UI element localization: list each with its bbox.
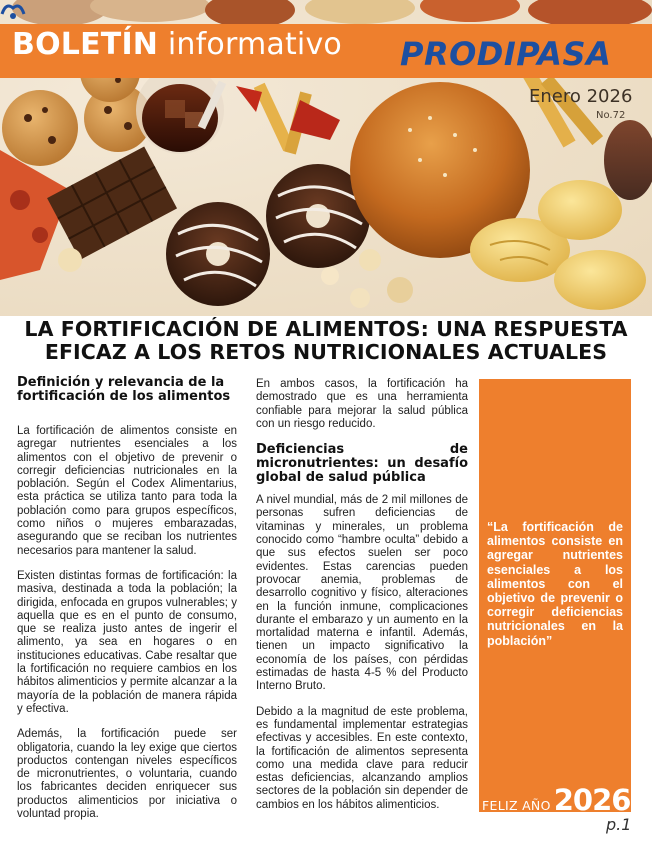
article-headline [20, 318, 632, 364]
paragraph: La fortificación de alimentos consiste en agregar nutrientes esenciales a los alimentos con el objetivo de prevenir o corregir deficiencias nutricionales en la población. Según el Codex Alimentarius, esta práctica se utiliza tanto para toda la población como para grupos específicos, como niños o mujeres embarazadas, asegurando que se reciban los nutrientes necesarios para mantener la salud. [17, 425, 237, 557]
section-heading-deficiencies: Deficiencias de micronutrientes: un desafío global de salud pública [256, 442, 468, 486]
greeting-text: FELIZ AÑO [482, 798, 551, 813]
newsletter-title-bold: BOLETÍN [12, 27, 159, 62]
hero-image [0, 0, 652, 316]
greeting-year: 2026 [553, 783, 631, 817]
page-number: p.1 [606, 815, 632, 834]
headline-line-1: LA FORTIFICACIÓN DE ALIMENTOS: UNA RESPUESTA [24, 317, 628, 341]
paragraph: Además, la fortificación puede ser obligatoria, cuando la ley exige que ciertos productos contengan niveles específicos de micronutrientes, o voluntaria, cuando los fabricantes deciden enriquecer sus productos alimenticios por iniciativa o voluntad propia. [17, 728, 237, 821]
paragraph: A nivel mundial, más de 2 mil millones de personas sufren deficiencias de vitaminas y minerales, un problema conocido como “hambre oculta” debido a que sus efectos suelen ser poco evidentes. Estas carencias pueden provocar anemia, problemas de desarrollo cognitivo y físico, alteraciones en la función inmune, complicaciones durante el embarazo y un aumento en la mortalidad materna e infantil. Además, tienen un impacto significativo la economía de los países, con pérdidas estimadas de hasta 4-5 % del Producto Interno Bruto. [256, 494, 468, 693]
newsletter-title [12, 27, 342, 62]
new-year-greeting [482, 783, 630, 817]
brand-name: PRODIPASA [400, 35, 612, 73]
paragraph: En ambos casos, la fortificación ha demostrado que es una herramienta confiable para mejorar la salud pública con un riesgo reducido. [256, 378, 468, 430]
pull-quote: “La fortificación de alimentos consiste en agregar nutrientes esenciales a los alimentos con el objetivo de prevenir o corregir deficiencias nutricionales en la población” [487, 520, 623, 648]
article-column-2 [256, 378, 468, 824]
paragraph: Debido a la magnitud de este problema, es fundamental implementar estrategias efectivas y accesibles. En este contexto, la fortificación de alimentos sepresenta como una medida clave para reducir estas deficiencias, alcanzando amplios sectores de la población sin depender de cambios en los hábitos alimenticios. [256, 705, 468, 811]
paragraph: Existen distintas formas de fortificación: la masiva, destinada a toda la población; la dirigida, enfocada en grupos vulnerables; y aquella que es en el punto de consumo, que se realiza justo antes de ingerir el alimento, ya sea en hogares o en instituciones educativas. Cabe resaltar que la fortificación no requiere cambios en los hábitos alimenticios y permite alcanzar a la mayoría de la población de manera rápida y efectiva. [17, 569, 237, 715]
pull-quote-sidebar [479, 379, 631, 817]
section-heading-definition: Definición y relevancia de la fortificación de los alimentos [17, 375, 231, 404]
article-column-1 [17, 376, 237, 833]
newsletter-title-rest: informativo [167, 27, 342, 62]
issue-date: Enero 2026 [529, 86, 633, 107]
issue-number: No.72 [596, 110, 626, 121]
brand-logo-icon [0, 0, 26, 20]
headline-line-2: EFICAZ A LOS RETOS NUTRICIONALES ACTUALES [44, 340, 608, 364]
